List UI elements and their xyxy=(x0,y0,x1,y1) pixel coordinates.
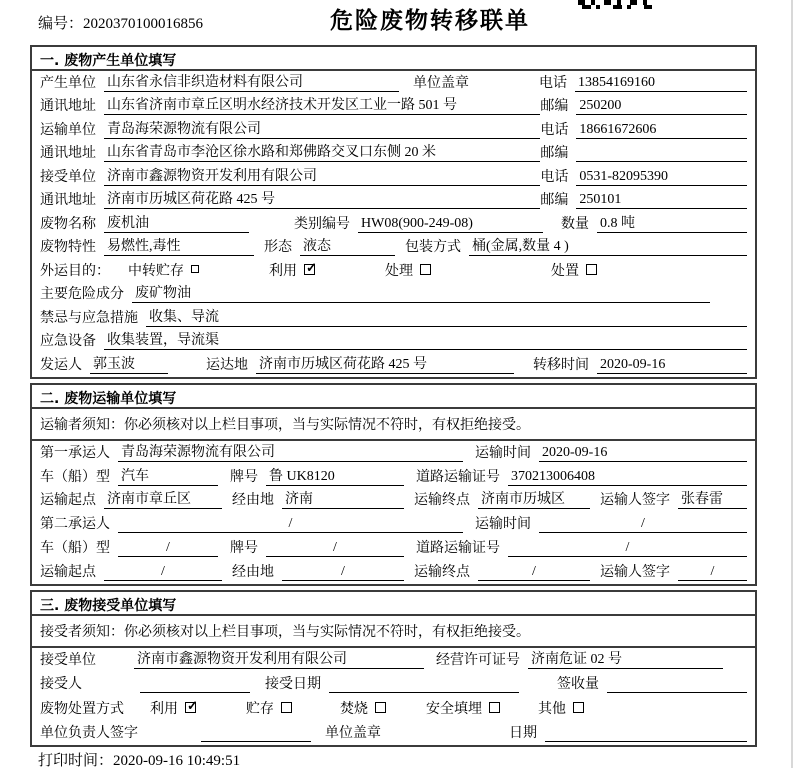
row-producer-unit xyxy=(32,71,755,95)
waste-qty-value: 0.8 吨 xyxy=(597,212,747,233)
route-start-label: 运输起点 xyxy=(40,493,96,509)
section3-heading: 三. 废物接受单位填写 xyxy=(32,592,755,616)
waste-props-label: 废物特性 xyxy=(40,240,96,255)
waste-category-label: 类别编号 xyxy=(294,216,350,232)
route-via-label: 经由地 xyxy=(232,493,274,509)
checkbox-disposal-utilize xyxy=(185,702,196,713)
vehicle-type-label: 车（船）型 xyxy=(40,469,110,485)
route-start-value: 济南市章丘区 xyxy=(104,488,222,509)
destination-label: 运达地 xyxy=(206,357,248,373)
disposal-method-label: 废物处置方式 xyxy=(40,701,124,717)
purpose-label: 外运目的： xyxy=(40,263,110,279)
row-dispatch xyxy=(32,353,755,377)
waste-form-value: 液态 xyxy=(300,235,395,256)
transport-address-value: 山东省青岛市李沧区徐水路和郑佛路交叉口东侧 20 米 xyxy=(104,141,540,162)
qr-code-fragment xyxy=(578,0,652,9)
receiver-phone-label: 电话 xyxy=(540,169,569,185)
doc-number-label: 编号： xyxy=(38,16,84,32)
transport-time-value: 2020-09-16 xyxy=(539,445,747,462)
waste-name-label: 废物名称 xyxy=(40,216,96,232)
dispatcher-value: 郭玉波 xyxy=(90,353,168,374)
carrier-signature-label: 运输人签字 xyxy=(600,493,670,509)
option-label: 处理 xyxy=(385,263,413,279)
row-emergency-measures xyxy=(32,306,755,330)
row-vehicle-1 xyxy=(32,465,755,489)
route2-start-value: / xyxy=(104,564,222,581)
producer-address-value: 山东省济南市章丘区明水经济技术开发区工业一路 501 号 xyxy=(104,94,540,115)
packing-value: 桶(金属,数量 4 ) xyxy=(469,235,747,256)
accept-date-label: 接受日期 xyxy=(265,677,321,693)
transport-time2-value: / xyxy=(539,516,747,533)
transport-time-label: 运输时间 xyxy=(475,445,531,461)
receiver-zip-value: 250101 xyxy=(576,192,747,209)
emergency-equipment-label: 应急设备 xyxy=(40,334,96,349)
row-route-2 xyxy=(32,560,755,584)
qr-row xyxy=(578,5,652,9)
carrier2-signature-label: 运输人签字 xyxy=(600,564,670,580)
row-vehicle-2 xyxy=(32,536,755,560)
transfer-manifest-form xyxy=(30,45,757,751)
row-producer-address xyxy=(32,95,755,119)
section-producer xyxy=(30,45,757,379)
road-permit2-value: / xyxy=(508,540,747,557)
second-carrier-value: / xyxy=(118,516,463,533)
received-qty-value xyxy=(607,676,747,693)
transport-time2-label: 运输时间 xyxy=(475,517,531,533)
row-hazard-components xyxy=(32,283,755,307)
sign-date-value xyxy=(545,725,747,742)
print-time xyxy=(38,749,240,768)
transport-phone-value: 18661672606 xyxy=(576,122,747,139)
receiver-zip-label: 邮编 xyxy=(540,193,569,208)
transport-zip-label: 邮编 xyxy=(540,146,569,161)
receiver-notice: 接受者须知：你必须核对以上栏目事项，当与实际情况不符时，有权拒绝接受。 xyxy=(32,616,755,648)
row-accept-unit xyxy=(32,648,755,672)
emergency-measures-value: 收集、导流 xyxy=(146,306,747,327)
producer-zip-label: 邮编 xyxy=(540,99,569,114)
dispatcher-label: 发运人 xyxy=(40,357,82,373)
unit-seal2-label: 单位盖章 xyxy=(325,725,381,741)
transporter-notice: 运输者须知：你必须核对以上栏目事项，当与实际情况不符时，有权拒绝接受。 xyxy=(32,409,755,441)
producer-address-label: 通讯地址 xyxy=(40,99,96,114)
section2-heading: 二. 废物运输单位填写 xyxy=(32,385,755,409)
road-permit-label: 道路运输证号 xyxy=(416,469,500,485)
accept-date-value xyxy=(329,676,519,693)
checkbox-disposal-store xyxy=(281,702,292,713)
receiver-address-value: 济南市历城区荷花路 425 号 xyxy=(104,188,540,209)
destination-value: 济南市历城区荷花路 425 号 xyxy=(256,353,514,374)
first-carrier-value: 青岛海荣源物流有限公司 xyxy=(118,441,463,462)
plate2-value: / xyxy=(266,540,404,557)
route-via-value: 济南 xyxy=(282,488,404,509)
checkbox-utilize xyxy=(304,264,315,275)
option-label: 贮存 xyxy=(246,701,274,717)
accept-unit-value: 济南市鑫源物资开发利用有限公司 xyxy=(134,648,424,669)
second-carrier-label: 第二承运人 xyxy=(40,517,110,533)
purpose-option-utilize xyxy=(269,260,315,280)
row-transfer-purpose xyxy=(32,259,755,283)
route-end-value: 济南市历城区 xyxy=(478,488,590,509)
row-emergency-equipment xyxy=(32,330,755,354)
option-label: 中转贮存 xyxy=(128,263,184,279)
section-transporter xyxy=(30,383,757,586)
transport-zip-value xyxy=(576,145,747,162)
checkbox-disposal-landfill xyxy=(489,702,500,713)
row-transport-unit xyxy=(32,118,755,142)
waste-props-value: 易燃性,毒性 xyxy=(104,235,254,256)
transport-unit-label: 运输单位 xyxy=(40,122,96,138)
transport-address-label: 通讯地址 xyxy=(40,146,96,161)
transport-unit-value: 青岛海荣源物流有限公司 xyxy=(104,118,540,139)
vehicle-type2-label: 车（船）型 xyxy=(40,540,110,556)
producer-phone-label: 电话 xyxy=(539,75,567,91)
road-permit2-label: 道路运输证号 xyxy=(416,540,500,556)
producer-phone-value: 13854169160 xyxy=(575,75,747,92)
row-route-1 xyxy=(32,489,755,513)
disposal-option-landfill xyxy=(426,698,500,718)
license-value: 济南危证 02 号 xyxy=(528,648,723,669)
accept-unit-label: 接受单位 xyxy=(40,653,96,669)
first-carrier-label: 第一承运人 xyxy=(40,445,110,461)
row-waste-name xyxy=(32,212,755,236)
route2-end-value: / xyxy=(478,564,590,581)
print-time-value: 2020-09-16 10:49:51 xyxy=(113,753,241,768)
transfer-time-label: 转移时间 xyxy=(533,357,589,373)
emergency-measures-label: 禁忌与应急措施 xyxy=(40,310,138,326)
vehicle-type2-value: / xyxy=(118,540,218,557)
transfer-time-value: 2020-09-16 xyxy=(597,357,747,374)
vehicle-type-value: 汽车 xyxy=(118,465,218,486)
producer-unit-label: 产生单位 xyxy=(40,75,96,91)
doc-number xyxy=(38,12,203,33)
acceptor-value xyxy=(140,676,250,693)
route2-via-value: / xyxy=(282,564,404,581)
acceptor-label: 接受人 xyxy=(40,677,82,693)
page-edge-line xyxy=(791,0,793,768)
purpose-option-dispose xyxy=(551,260,597,280)
route-end-label: 运输终点 xyxy=(414,493,470,509)
option-label: 其他 xyxy=(538,701,566,717)
carrier-signature-value: 张春雷 xyxy=(678,488,747,509)
option-label: 安全填埋 xyxy=(426,701,482,717)
print-time-label: 打印时间： xyxy=(38,753,114,768)
disposal-option-other xyxy=(538,698,584,718)
responsible-signature-value xyxy=(201,725,311,742)
waste-qty-label: 数量 xyxy=(561,216,589,232)
receiver-address-label: 通讯地址 xyxy=(40,193,96,208)
hazard-label: 主要危险成分 xyxy=(40,287,124,302)
disposal-option-store xyxy=(246,698,292,718)
receiver-phone-value: 0531-82095390 xyxy=(576,169,747,186)
option-label: 利用 xyxy=(269,263,297,279)
received-qty-label: 签收量 xyxy=(557,677,599,693)
route2-via-label: 经由地 xyxy=(232,564,274,580)
checkbox-treat xyxy=(420,264,431,275)
row-receiver-unit xyxy=(32,165,755,189)
waste-category-value: HW08(900-249-08) xyxy=(358,216,543,233)
plate2-label: 牌号 xyxy=(230,540,258,556)
row-responsible-signature xyxy=(32,721,755,745)
waste-name-value: 废机油 xyxy=(104,212,249,233)
disposal-option-utilize xyxy=(150,698,196,718)
purpose-option-transfer-storage xyxy=(128,260,199,280)
section1-heading: 一. 废物产生单位填写 xyxy=(32,47,755,71)
producer-zip-value: 250200 xyxy=(576,98,747,115)
section-receiver xyxy=(30,590,757,747)
row-transport-address xyxy=(32,142,755,166)
waste-form-label: 形态 xyxy=(264,240,292,255)
hazard-value: 废矿物油 xyxy=(132,282,710,303)
doc-number-value: 2020370100016856 xyxy=(83,16,204,32)
row-waste-properties xyxy=(32,236,755,260)
row-receiver-address xyxy=(32,189,755,213)
unit-seal-label: 单位盖章 xyxy=(413,75,469,91)
producer-unit-value: 山东省永信非织造材料有限公司 xyxy=(104,71,399,92)
checkbox-dispose xyxy=(586,264,597,275)
receiver-unit-value: 济南市鑫源物资开发利用有限公司 xyxy=(104,165,540,186)
responsible-signature-label: 单位负责人签字 xyxy=(40,725,138,741)
route2-start-label: 运输起点 xyxy=(40,564,96,580)
receiver-unit-label: 接受单位 xyxy=(40,169,96,185)
carrier2-signature-value: / xyxy=(678,564,747,581)
checkbox-transfer-storage xyxy=(191,265,199,273)
packing-label: 包装方式 xyxy=(405,240,461,255)
row-disposal-method xyxy=(32,696,755,720)
disposal-option-incinerate xyxy=(340,698,386,718)
road-permit-value: 370213006408 xyxy=(508,469,747,486)
transport-phone-label: 电话 xyxy=(540,122,569,138)
purpose-option-treat xyxy=(385,260,431,280)
row-first-carrier xyxy=(32,441,755,465)
checkbox-disposal-other xyxy=(573,702,584,713)
route2-end-label: 运输终点 xyxy=(414,564,470,580)
plate-label: 牌号 xyxy=(230,469,258,485)
row-acceptor xyxy=(32,672,755,696)
option-label: 处置 xyxy=(551,263,579,279)
plate-value: 鲁 UK8120 xyxy=(266,465,404,486)
page-title: 危险废物转移联单 xyxy=(330,8,530,34)
sign-date-label: 日期 xyxy=(509,725,537,741)
option-label: 利用 xyxy=(150,701,178,717)
option-label: 焚烧 xyxy=(340,701,368,717)
emergency-equipment-value: 收集装置，导流渠 xyxy=(104,329,747,350)
row-second-carrier xyxy=(32,512,755,536)
checkbox-disposal-incinerate xyxy=(375,702,386,713)
license-label: 经营许可证号 xyxy=(436,653,520,669)
